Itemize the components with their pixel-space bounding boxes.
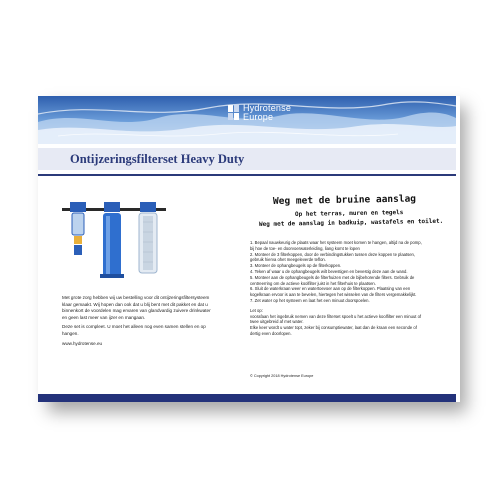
page-title: Ontijzeringsfilterset Heavy Duty <box>70 152 245 166</box>
title-rule <box>38 174 456 176</box>
step-line: bij hoe de toe- en doorvoerwaterleiding, liang komt te lopen <box>250 245 360 251</box>
intro-paragraph-1: Met grote zorg hebben wij uw bestelling voor dit ontijzeringsfiltersysteem klaar gemaakt. Wij hopen dan ook dat u blij bent met dit pakket en dat u binnenkort de voordelen mag ervaren van glandvardig zuivere drinkwater en geen last meer van ijzer en mangaan. <box>62 295 211 320</box>
copyright: © Copyright 2018 Hydrotense Europe <box>250 374 314 378</box>
filter-set-image <box>60 192 170 282</box>
logo-text <box>243 104 291 122</box>
headline-sub-2: Weg met de aanslag in badkuip, wastafels en toilet. <box>258 217 444 228</box>
headline-main: Weg met de bruine aanslag <box>272 193 417 207</box>
intro-paragraph-2: Deze set is compleet. U moet het alleen nog even samen stellen en op hangen. <box>62 324 206 336</box>
step-line: gebruik hierva ohet meegeleverde teflon. <box>250 257 326 263</box>
step-line: centreerring om de actieve koolfilter juist in het filterhuis te plaatsen. <box>250 280 376 286</box>
headline-block <box>258 193 456 228</box>
step-line: 4. Teken af waar u de ophangbeugels wilt bevestigen en bevestig deze aan de wand. <box>250 268 408 274</box>
headline-sub-1: Op het terras, muren en tegels <box>294 209 404 218</box>
step-line: kogelkraan ervoor is aan te bevelen, hiertegen het wisselen van de filters vergemakkelijkt. <box>250 292 417 298</box>
flyer-page <box>38 96 456 402</box>
intro-text <box>62 295 214 350</box>
note-line: dertig even doorlopen. <box>250 330 292 336</box>
step-line: 1. Bepaal nauwkeurig de plaats waar het systeem moet komen te hangen, altijd na de pomp, <box>250 240 422 245</box>
logo-line1: Hydrotense <box>243 103 292 113</box>
step-line: 6. Sluit de waterkraan weer en watertoevoer aan op de filterkoppen. Plaatsing van een <box>250 286 411 292</box>
brand-logo <box>228 104 291 122</box>
note-line: twee uitgebreid af met water. <box>250 319 304 325</box>
note-heading: Let op: <box>250 307 263 313</box>
note-line: Elke keer wordt u water topt, zeker bij consumptiewater, laat dan de kraan een seconde of <box>250 325 417 331</box>
website-link[interactable]: www.hydrotense.eu <box>62 340 103 346</box>
footer-bar <box>38 394 456 402</box>
step-line: 7. Zet water op het systeem en laat het een minuut doorspoelen. <box>250 297 370 303</box>
note-line: voorafaan het ingebruik nemen van deze filterset spoelt u het actieve koolfilter een minuut of <box>250 313 422 319</box>
logo-line2: Europe <box>243 112 274 122</box>
logo-mark-icon <box>228 105 240 121</box>
step-line: 3. Monteer de ophangbeugels op de filterkoppen. <box>250 263 342 269</box>
instructions <box>250 240 450 337</box>
step-line: 2. Monteer de 3 filterkoppen, door de verbindingstukken tussen deze koppen te plaatsen, <box>250 251 416 257</box>
step-line: 5. Monteer aan de ophangbeugels de filterhuizen met de bijbehorende filters. Gebruik de <box>250 274 415 280</box>
